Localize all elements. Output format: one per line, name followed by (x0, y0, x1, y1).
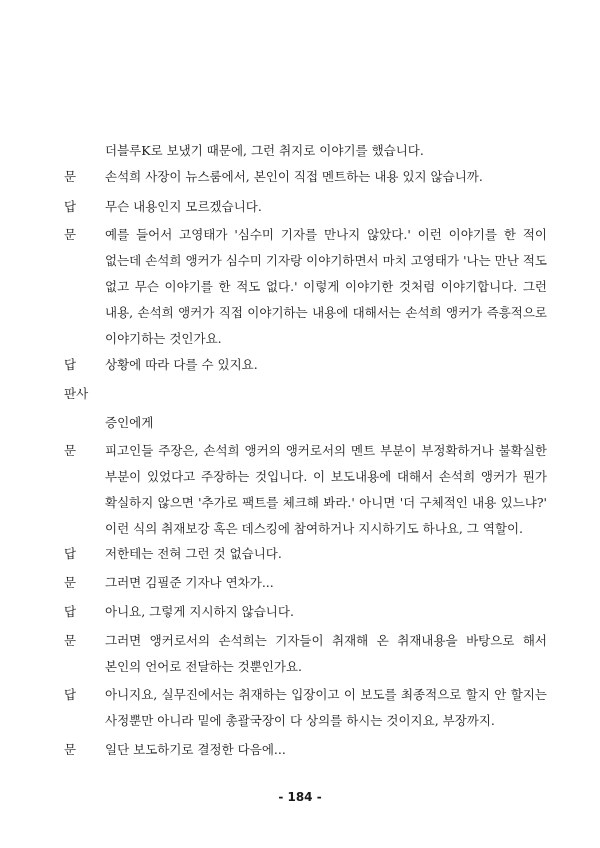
speaker-label: 문 (64, 575, 77, 590)
entry-text: 일단 보도하기로 결정한 다음에... (105, 742, 286, 757)
entry-text: 그러면 앵커로서의 손석희는 기자들이 취재해 온 취재내용을 바탕으로 해서 본인의 언어로 전달하는 것뿐인가요. (105, 633, 547, 674)
entry-text: 예를 들어서 고영태가 '심수미 기자를 만나지 않았다.' 이런 이야기를 한 적이 없는데 손석희 앵커가 심수미 기자랑 이야기하면서 마치 고영태가 '나는 만난 적도 없고 무슨 이야기를 한 적도 없다.' 이렇게 이야기한 것처럼 이야기합니다. 그런 내용, 손석희 앵커가 직접 이야기하는 내용에 대해서는 손석희 앵커가 즉흥적으로 이야기하는 것인가요. (105, 227, 547, 346)
entry-text: 더블루K로 보냈기 때문에, 그런 취지로 이야기를 했습니다. (105, 143, 424, 158)
entry-text: 손석희 사장이 뉴스룸에서, 본인이 직접 멘트하는 내용 있지 않습니까. (105, 169, 483, 184)
entry-text: 그러면 김필준 기자나 연차가... (105, 575, 274, 590)
entry-text: 증인에게 (105, 415, 154, 430)
page-number: - 184 - (278, 790, 322, 804)
entry-text: 피고인들 주장은, 손석희 앵커의 앵커로서의 멘트 부분이 부정확하거나 불확실한 부분이 있었다고 주장하는 것입니다. 이 보도내용에 대해서 손석희 앵커가 뭔가 확실하지 않으면 '추가로 팩트를 체크해 봐라.' 아니면 '더 구체적인 내용 있느냐?' 이런 식의 취재보강 혹은 데스킹에 참여하거나 지시하기도 하나요, 그 역할이. (105, 443, 547, 536)
speaker-label: 답 (64, 199, 77, 214)
speaker-label: 문 (64, 227, 77, 242)
speaker-label: 판사 (64, 386, 89, 401)
speaker-label: 답 (64, 546, 77, 561)
entry-text: 무슨 내용인지 모르겠습니다. (105, 199, 262, 214)
entry-text: 아니요, 그렇게 지시하지 않습니다. (105, 604, 294, 619)
entry-text: 저한테는 전혀 그런 것 없습니다. (105, 546, 282, 561)
speaker-label: 문 (64, 742, 77, 757)
entry-text: 상황에 따라 다를 수 있지요. (105, 357, 258, 372)
speaker-label: 문 (64, 633, 77, 648)
speaker-label: 문 (64, 169, 77, 184)
speaker-label: 답 (64, 604, 77, 619)
entry-text: 아니지요, 실무진에서는 취재하는 입장이고 이 보도를 최종적으로 할지 안 할지는 사정뿐만 아니라 밑에 총괄국장이 다 상의를 하시는 것이지요, 부장까지. (105, 687, 547, 728)
speaker-label: 답 (64, 357, 77, 372)
speaker-label: 문 (64, 443, 77, 458)
speaker-label: 답 (64, 687, 77, 702)
